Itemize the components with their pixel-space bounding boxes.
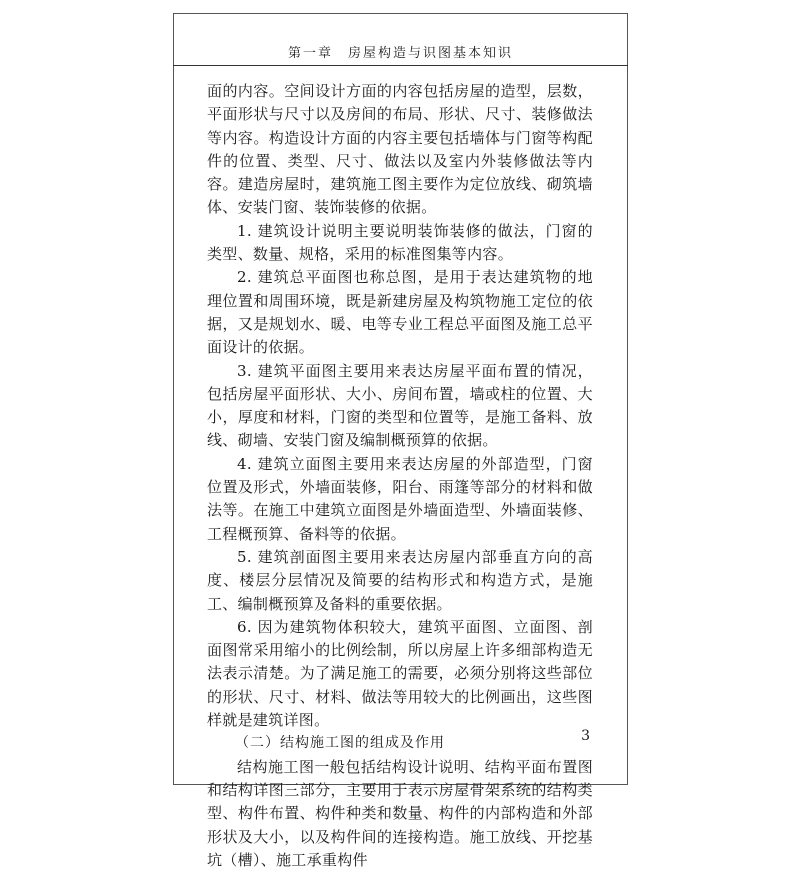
paragraph-details: 6. 因为建筑物体积较大，建筑平面图、立面图、剖面图常采用缩小的比例绘制，所以房屋上许多细部构造无法表示清楚。为了满足施工的需要，必须分别将这些部位的形状、尺寸、材料、做法等用较大的比例画出，这些图样就是建筑详图。 [207, 617, 593, 730]
paragraph-section: 5. 建筑剖面图主要用来表达房屋内部垂直方向的高度、楼层分层情况及简要的结构形式和构造方式，是施工、编制概预算及备料的重要依据。 [207, 547, 593, 613]
page-number: 3 [581, 728, 590, 744]
paragraph-continuation: 面的内容。空间设计方面的内容包括房屋的造型，层数，平面形状与尺寸以及房间的布局、形状、尺寸、装修做法等内容。构造设计方面的内容主要包括墙体与门窗等构配件的位置、类型、尺寸、做法以及室内外装修做法等内容。建造房屋时，建筑施工图主要作为定位放线、砌筑墙体、安装门窗、装饰装修的依据。 [207, 82, 593, 217]
section-subheading: （二）结构施工图的组成及作用 [235, 735, 445, 752]
paragraph-floor-plan: 3. 建筑平面图主要用来表达房屋平面布置的情况，包括房屋平面形状、大小、房间布置，墙或柱的位置、大小，厚度和材料，门窗的类型和位置等，是施工备料、放线、砌墙、安装门窗及编制概预算的依据。 [207, 361, 593, 450]
body-text [207, 80, 593, 872]
paragraph-design-notes: 1. 建筑设计说明主要说明装饰装修的做法，门窗的类型、数量、规格，采用的标准图集等内容。 [207, 221, 593, 264]
paragraph-structural: 结构施工图一般包括结构设计说明、结构平面布置图和结构详图三部分，主要用于表示房屋骨架系统的结构类型、构件布置、构件种类和数量、构件的内部构造和外部形状及大小，以及构件间的连接构造。施工放线、开挖基坑（槽）、施工承重构件 [207, 757, 593, 869]
running-header: 第一章 房屋构造与识图基本知识 [173, 42, 628, 66]
paragraph-site-plan: 2. 建筑总平面图也称总图，是用于表达建筑物的地理位置和周围环境，既是新建房屋及构筑物施工定位的依据，又是规划水、暖、电等专业工程总平面图及施工总平面设计的依据。 [207, 268, 593, 357]
paragraph-elevation: 4. 建筑立面图主要用来表达房屋的外部造型，门窗位置及形式，外墙面装修，阳台、雨篷等部分的材料和做法等。在施工中建筑立面图是外墙面造型、外墙面装修、工程概预算、备料等的依据。 [207, 454, 593, 543]
